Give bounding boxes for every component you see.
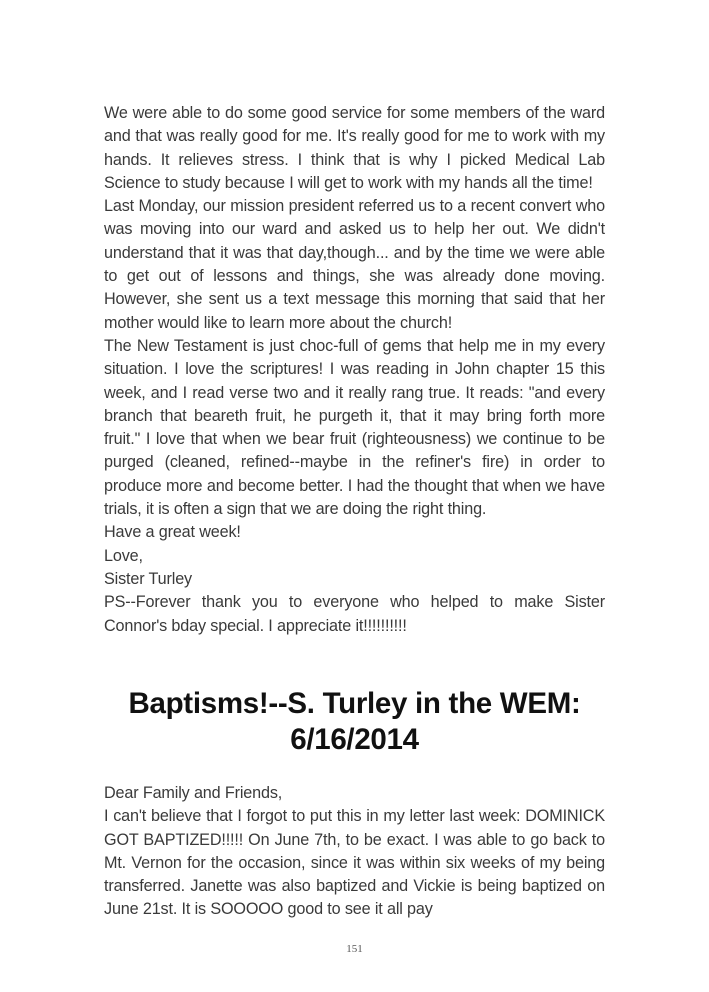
- paragraph-service: We were able to do some good service for some members of the ward and that was really good for me. It's really good for me to work with my hands. It relieves stress. I think that is why I picked Medical Lab Science to study because I will get to work with my hands all the time!: [104, 104, 605, 192]
- paragraph-baptism: I can't believe that I forgot to put this in my letter last week: DOMINICK GOT BAPTIZED!!!!! On June 7th, to be exact. I was able to go back to Mt. Vernon for the occasion, since it was within six weeks of my being transferred. Janette was also baptized and Vickie is being baptized on June 21st. It is SOOOOO good to see it all pay: [104, 807, 605, 919]
- section-heading: [104, 686, 605, 758]
- sign-off: Love,: [104, 546, 143, 565]
- postscript: PS--Forever thank you to everyone who helped to make Sister Connor's bday special. I appreciate it!!!!!!!!!!: [104, 593, 605, 635]
- page-number: 151: [346, 943, 363, 955]
- signature: Sister Turley: [104, 569, 193, 588]
- closing-wish: Have a great week!: [104, 523, 241, 542]
- letter-2-body: [104, 782, 605, 922]
- heading-date: 6/16/2014: [290, 723, 419, 756]
- paragraph-new-testament: The New Testament is just choc-full of gems that help me in my every situation. I love the scriptures! I was reading in John chapter 15 this week, and I read verse two and it really rang true. It reads: "and every branch that beareth fruit, he purgeth it, that it may bring forth more fruit." I love that when we bear fruit (righteousness) we continue to be purged (cleaned, refined--maybe in the refiner's fire) in order to produce more and become better. I had the thought that when we have trials, it is often a sign that we are doing the right thing.: [104, 336, 605, 519]
- heading-title: Baptisms!--S. Turley in the WEM:: [128, 687, 581, 720]
- letter-body: [104, 102, 605, 638]
- greeting: Dear Family and Friends,: [104, 784, 283, 802]
- paragraph-mission-president: Last Monday, our mission president referred us to a recent convert who was moving into our ward and asked us to help her out. We didn't understand that it was that day,though... and by the time we were able to get out of lessons and things, she was already done moving. However, she sent us a text message this morning that said that her mother would like to learn more about the church!: [104, 197, 605, 332]
